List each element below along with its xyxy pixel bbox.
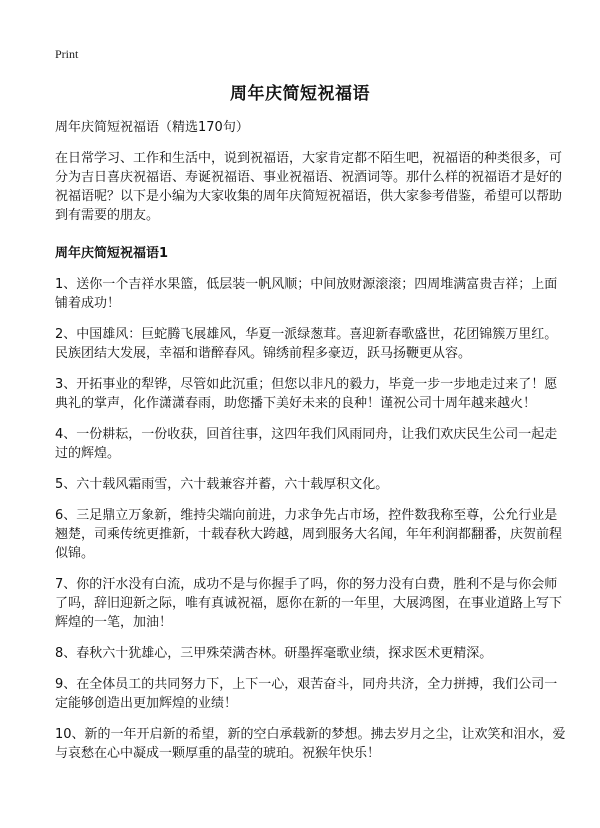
blessing-item-1: 1、送你一个吉祥水果篮，低层装一帆风顺；中间放财源滚滚；四周堆满富贵吉祥；上面铺着成功！ [55, 277, 558, 311]
page-title: 周年庆简短祝福语 [230, 84, 370, 104]
blessing-item-5: 5、六十载风霜雨雪，六十载兼容并蓄，六十载厚积文化。 [55, 477, 389, 492]
blessing-item-3: 3、开拓事业的犁铧，尽管如此沉重；但您以非凡的毅力，毕竟一步一步地走过来了！愿典礼的掌声，化作潇潇春雨，助您播下美好未来的良种！谨祝公司十周年越来越火！ [55, 377, 558, 411]
article-body [55, 118, 570, 775]
blessing-item-7: 7、你的汗水没有白流，成功不是与你握手了吗，你的努力没有白费，胜利不是与你会师了吗，辞旧迎新之际，唯有真诚祝福，愿你在新的一年里，大展鸿图，在事业道路上写下辉煌的一笔，加油！ [55, 577, 563, 630]
section-heading: 周年庆简短祝福语1 [55, 246, 169, 261]
blessing-item-9: 9、在全体员工的共同努力下，上下一心，艰苦奋斗，同舟共济，全力拼搏，我们公司一定能够创造出更加辉煌的业绩！ [55, 677, 558, 711]
article-subtitle: 周年庆简短祝福语（精选170句） [55, 120, 249, 135]
blessing-item-4: 4、一份耕耘，一份收获，回首往事，这四年我们风雨同舟，让我们欢庆民生公司一起走过的辉煌。 [55, 427, 558, 461]
blessing-item-2: 2、中国雄风：巨蛇腾飞展雄风，华夏一派绿葱茸。喜迎新春歌盛世，花团锦簇万里红。民族团结大发展，幸福和谐醉春风。锦绣前程多豪迈，跃马扬鞭更从容。 [55, 327, 558, 361]
blessing-item-10: 10、新的一年开启新的希望，新的空白承载新的梦想。拂去岁月之尘，让欢笑和泪水，爱与哀愁在心中凝成一颗厚重的晶莹的琥珀。祝猴年快乐！ [55, 727, 566, 761]
print-link[interactable]: Print [55, 47, 79, 61]
blessing-item-6: 6、三足鼎立万象新，维持尖端向前进，力求争先占市场，控件数我称至尊，公允行业是翘楚，司乘传统更推新，十载春秋大跨越，周到服务大名闻，年年利润都翻番，庆贺前程似锦。 [55, 508, 563, 561]
blessing-item-8: 8、春秋六十犹雄心，三甲殊荣满杏林。研墨挥毫歌业绩，探求医术更精深。 [55, 646, 493, 661]
intro-paragraph: 在日常学习、工作和生活中，说到祝福语，大家肯定都不陌生吧，祝福语的种类很多，可分为吉日喜庆祝福语、寿诞祝福语、事业祝福语、祝酒词等。那什么样的祝福语才是好的祝福语呢？以下是小编为大家收集的周年庆简短祝福语，供大家参考借鉴，希望可以帮助到有需要的朋友。 [55, 151, 563, 223]
